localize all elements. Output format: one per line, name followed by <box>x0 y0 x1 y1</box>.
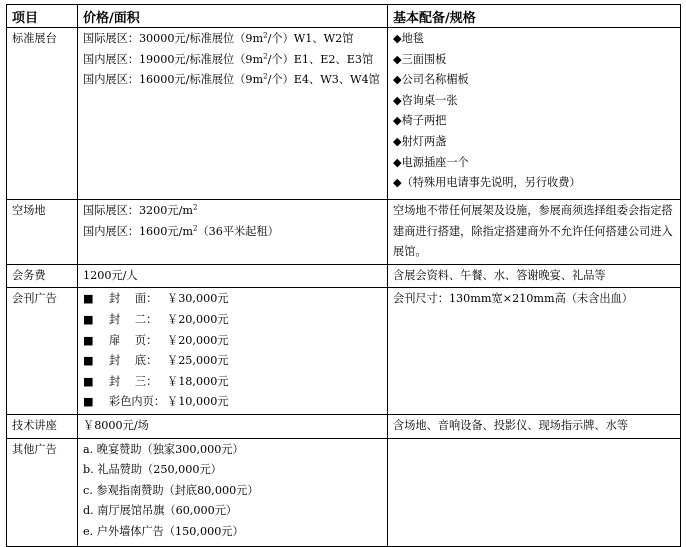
item-label: 其他广告 <box>12 442 57 456</box>
ad-price-line: ■ 扉 页： ￥20,000元 <box>83 331 383 352</box>
magazine-size-note: 会刊尺寸：130mm宽×210mm高（未含出血） <box>393 292 633 306</box>
equipment-cell <box>388 28 681 200</box>
price-line: 1200元/人 <box>83 268 138 282</box>
item-cell <box>7 200 78 265</box>
item-cell <box>7 438 78 546</box>
item-cell <box>7 288 78 415</box>
price-cell <box>78 414 388 438</box>
spec-cell <box>388 414 681 438</box>
item-label: 标准展台 <box>12 32 57 45</box>
square-bullet-icon: ■ <box>83 395 94 409</box>
ad-price-line: ■ 封 底： ￥25,000元 <box>83 351 383 372</box>
item-label: 会刊广告 <box>12 292 57 306</box>
square-bullet-icon: ■ <box>83 292 94 306</box>
header-equipment-spec: 基本配备/规格 <box>388 5 681 28</box>
item-cell <box>7 414 78 438</box>
table-row-conference-fee <box>7 264 681 288</box>
exhibition-price-table <box>6 4 681 547</box>
item-cell <box>7 28 78 200</box>
price-line: 国内展区：1600元$/m^2(36$平米起租） <box>83 223 279 238</box>
equipment-item: ◆射灯两盏 <box>393 134 447 148</box>
ad-price-line: ■ 封 面： ￥30,000元 <box>83 289 383 310</box>
equipment-item: ◆咨询桌一张 <box>393 93 458 107</box>
equipment-item: ◆地毯 <box>393 32 424 45</box>
space-note: 空场地不带任何展架及设施，参展商须选择组委会指定搭建商进行搭建，除指定搭建商外不允许任何搭建公司进入展馆。 <box>393 204 673 259</box>
talk-note: 含场地、音响设备、投影仪、现场指示牌、水等 <box>393 418 628 432</box>
square-bullet-icon: ■ <box>83 374 94 388</box>
spec-cell <box>388 438 681 546</box>
spec-cell <box>388 288 681 415</box>
item-cell <box>7 264 78 288</box>
equipment-item: ◆（特殊用电请事先说明，另行收费） <box>393 176 581 190</box>
sponsor-item: e. 户外墙体广告（150,000元） <box>83 524 244 538</box>
item-label: 技术讲座 <box>12 418 57 432</box>
sponsor-item: b. 礼品赞助（250,000元） <box>83 463 222 477</box>
header-item: 项目 <box>7 5 78 28</box>
price-line: 国际展区：3200元$/m^2$ <box>83 203 198 217</box>
price-cell <box>78 438 388 546</box>
item-label: 会务费 <box>12 268 46 282</box>
equipment-item: ◆椅子两把 <box>393 114 447 128</box>
square-bullet-icon: ■ <box>83 354 94 368</box>
square-bullet-icon: ■ <box>83 333 94 347</box>
table-row-raw-space <box>7 200 681 265</box>
fee-note: 含展会资料、午餐、水、答谢晚宴、礼品等 <box>393 268 606 282</box>
price-line: 国内展区：16000元/标准展位（$9m^2/$个）E4、W3、W4馆 <box>83 72 380 87</box>
table-row-other-ads <box>7 438 681 546</box>
table-row-tech-talk <box>7 414 681 438</box>
price-cell <box>78 264 388 288</box>
sponsor-item: a. 晚宴赞助（独家300,000元） <box>83 442 244 456</box>
price-cell <box>78 288 388 415</box>
header-price-area: 价格/面积 <box>78 5 388 28</box>
equipment-item: ◆电源插座一个 <box>393 155 469 169</box>
equipment-item: ◆公司名称楣板 <box>393 73 469 87</box>
sponsor-item: d. 南厅展馆吊旗（60,000元） <box>83 504 238 518</box>
table-row-standard-booth <box>7 28 681 200</box>
header-row <box>7 5 681 28</box>
item-label: 空场地 <box>12 204 46 217</box>
ad-price-line: ■ 封 三： ￥18,000元 <box>83 372 383 393</box>
ad-price-line: ■ 彩色内页： ￥10,000元 <box>83 392 383 413</box>
table-row-magazine-ads <box>7 288 681 415</box>
sponsor-item: c. 参观指南赞助（封底80,000元） <box>83 483 259 497</box>
spec-cell <box>388 264 681 288</box>
price-line: 国际展区：30000元/标准展位（$9m^2/$个）W1、W2馆 <box>83 31 354 45</box>
price-line: ￥8000元/场 <box>83 418 149 432</box>
square-bullet-icon: ■ <box>83 312 94 326</box>
equipment-item: ◆三面围板 <box>393 52 447 66</box>
spec-cell <box>388 200 681 265</box>
price-line: 国内展区：19000元/标准展位（$9m^2/$个）E1、E2、E3馆 <box>83 51 374 66</box>
price-cell <box>78 28 388 200</box>
ad-price-line: ■ 封 二： ￥20,000元 <box>83 310 383 331</box>
price-cell <box>78 200 388 265</box>
